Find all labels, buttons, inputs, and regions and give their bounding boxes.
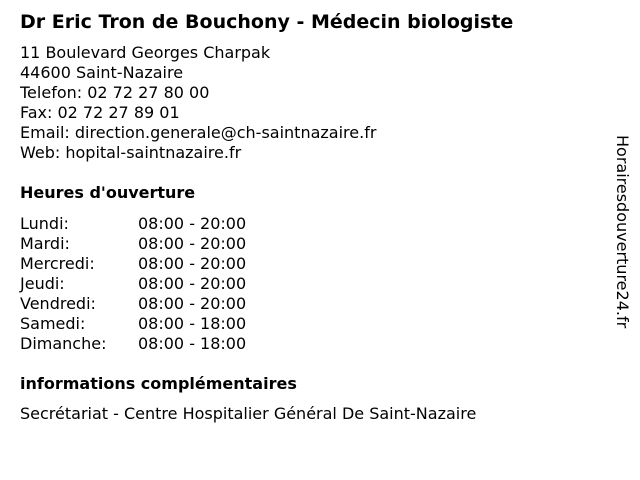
- hours-row-sunday: [20, 334, 246, 354]
- day-label: Mardi:: [20, 234, 70, 253]
- hours-row-monday: [20, 214, 246, 234]
- day-label: Dimanche:: [20, 334, 107, 353]
- hours-row-saturday: [20, 314, 246, 334]
- page-title: Dr Eric Tron de Bouchony - Médecin biologiste: [20, 11, 514, 33]
- additional-info-heading: informations complémentaires: [20, 374, 297, 393]
- address-street: 11 Boulevard Georges Charpak: [20, 43, 271, 62]
- hours-value: 08:00 - 20:00: [138, 254, 247, 273]
- contact-block: [20, 43, 376, 163]
- hours-value: 08:00 - 18:00: [138, 314, 247, 333]
- hours-value: 08:00 - 18:00: [138, 334, 247, 353]
- day-label: Mercredi:: [20, 254, 95, 273]
- phone-number: Telefon: 02 72 27 80 00: [20, 83, 210, 102]
- hours-row-friday: [20, 294, 246, 314]
- fax-number: Fax: 02 72 27 89 01: [20, 103, 180, 122]
- hours-value: 08:00 - 20:00: [138, 234, 247, 253]
- hours-row-wednesday: [20, 254, 246, 274]
- day-label: Vendredi:: [20, 294, 96, 313]
- opening-hours-table: [20, 214, 246, 354]
- opening-hours-heading: Heures d'ouverture: [20, 183, 196, 202]
- hours-row-thursday: [20, 274, 246, 294]
- address-city: 44600 Saint-Nazaire: [20, 63, 184, 82]
- hours-value: 08:00 - 20:00: [138, 294, 247, 313]
- additional-info-text: Secrétariat - Centre Hospitalier Général De Saint-Nazaire: [20, 404, 477, 423]
- email-address: Email: direction.generale@ch-saintnazaire.fr: [20, 123, 377, 142]
- site-watermark: Horairesdouverture24.fr: [613, 135, 632, 329]
- hours-row-tuesday: [20, 234, 246, 254]
- day-label: Jeudi:: [20, 274, 65, 293]
- hours-value: 08:00 - 20:00: [138, 214, 247, 233]
- day-label: Lundi:: [20, 214, 69, 233]
- website: Web: hopital-saintnazaire.fr: [20, 143, 242, 162]
- hours-value: 08:00 - 20:00: [138, 274, 247, 293]
- day-label: Samedi:: [20, 314, 86, 333]
